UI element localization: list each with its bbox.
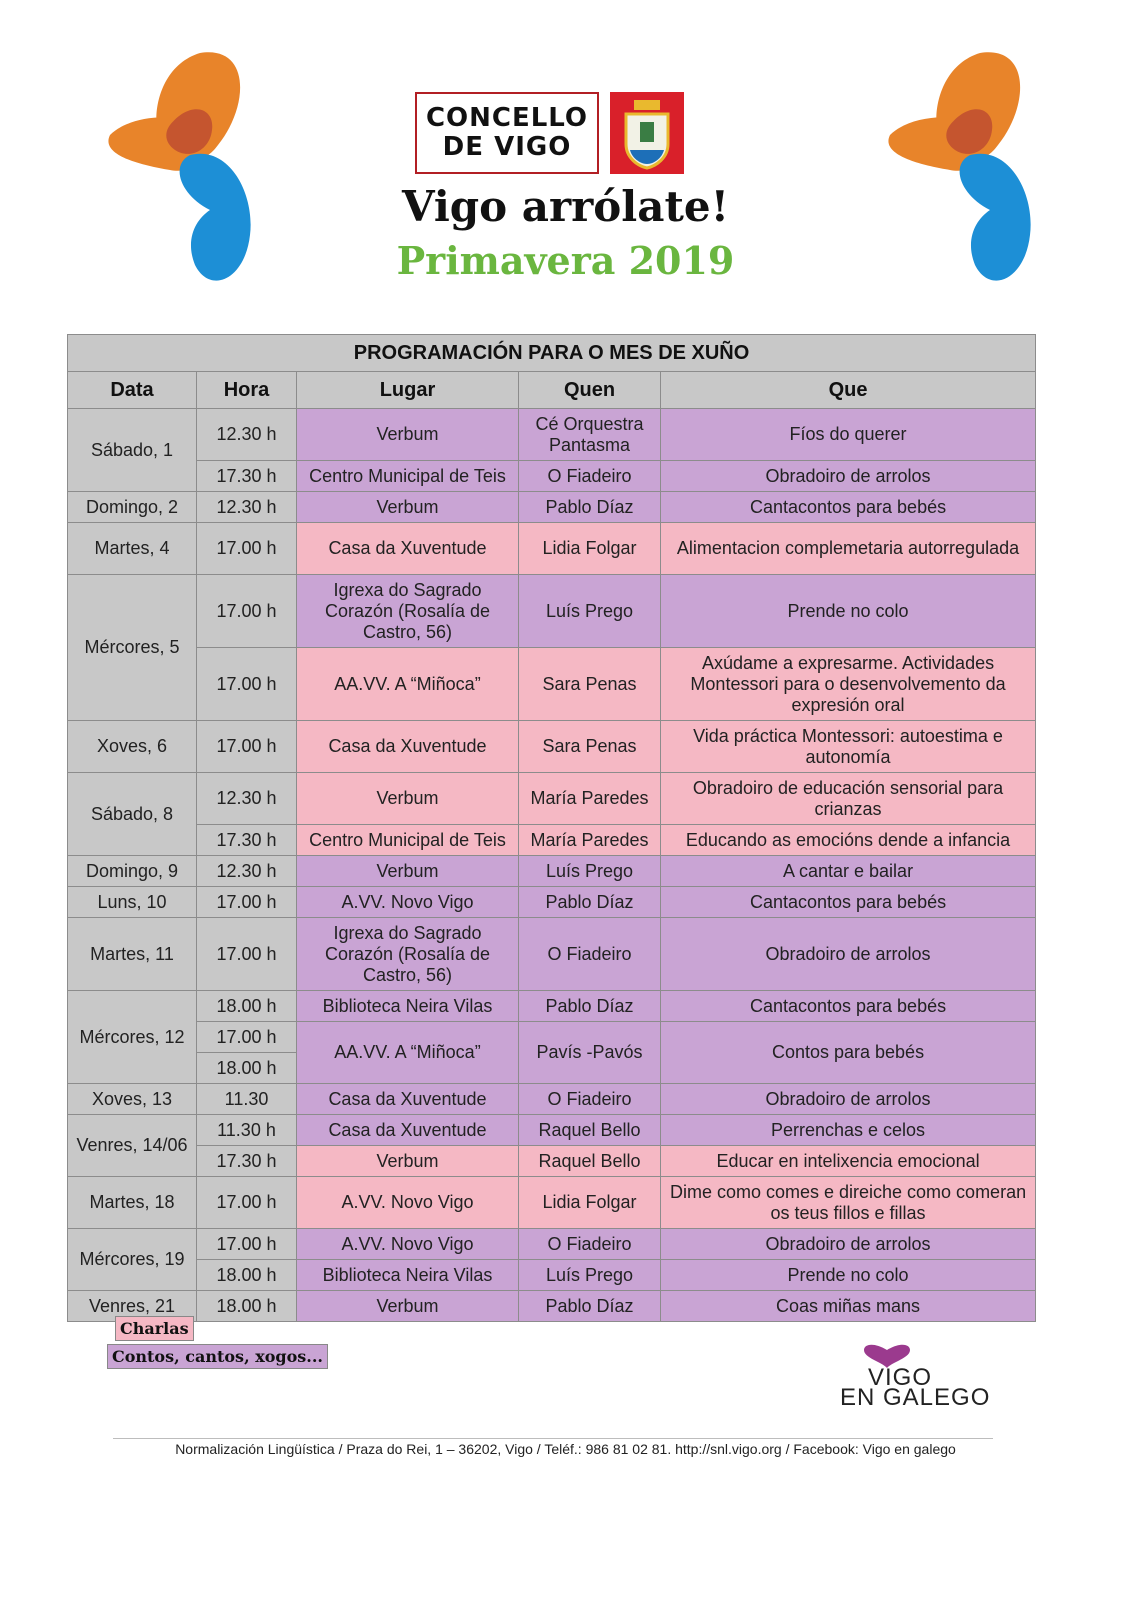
date-cell: Martes, 11: [68, 918, 197, 991]
place-cell: A.VV. Novo Vigo: [297, 1177, 519, 1229]
place-cell: Casa da Xuventude: [297, 1084, 519, 1115]
place-cell: Centro Municipal de Teis: [297, 825, 519, 856]
what-cell: Vida práctica Montessori: autoestima e autonomía: [661, 721, 1036, 773]
date-cell: Xoves, 6: [68, 721, 197, 773]
table-row: [68, 648, 1036, 721]
header-who: Quen: [519, 372, 661, 409]
who-cell: Cé Orquestra Pantasma: [519, 409, 661, 461]
table-row: [68, 773, 1036, 825]
date-cell: Luns, 10: [68, 887, 197, 918]
who-cell: Raquel Bello: [519, 1146, 661, 1177]
table-caption: PROGRAMACIÓN PARA O MES DE XUÑO: [68, 335, 1036, 372]
what-cell: A cantar e bailar: [661, 856, 1036, 887]
vigo-crest-icon: [610, 92, 684, 174]
date-cell: Xoves, 13: [68, 1084, 197, 1115]
what-cell: Prende no colo: [661, 575, 1036, 648]
time-cell: 17.00 h: [197, 1022, 297, 1053]
who-cell: Raquel Bello: [519, 1115, 661, 1146]
schedule-table: [67, 334, 1036, 1322]
time-cell: 18.00 h: [197, 991, 297, 1022]
table-row: [68, 1084, 1036, 1115]
header-place: Lugar: [297, 372, 519, 409]
date-cell: Venres, 14/06: [68, 1115, 197, 1177]
what-cell: Axúdame a expresarme. Actividades Montessori para o desenvolvemento da expresión oral: [661, 648, 1036, 721]
what-cell: Coas miñas mans: [661, 1291, 1036, 1322]
place-cell: Biblioteca Neira Vilas: [297, 1260, 519, 1291]
place-cell: Igrexa do Sagrado Corazón (Rosalía de Castro, 56): [297, 918, 519, 991]
place-cell: Verbum: [297, 409, 519, 461]
time-cell: 17.00 h: [197, 523, 297, 575]
place-cell: Verbum: [297, 492, 519, 523]
who-cell: Pablo Díaz: [519, 492, 661, 523]
date-cell: Domingo, 9: [68, 856, 197, 887]
what-cell: Cantacontos para bebés: [661, 887, 1036, 918]
table-row: [68, 523, 1036, 575]
who-cell: María Paredes: [519, 773, 661, 825]
header-time: Hora: [197, 372, 297, 409]
table-caption-row: [68, 335, 1036, 372]
what-cell: Educando as emocións dende a infancia: [661, 825, 1036, 856]
who-cell: Pablo Díaz: [519, 1291, 661, 1322]
table-row: [68, 918, 1036, 991]
table-row: [68, 887, 1036, 918]
what-cell: Dime como comes e direiche como comeran os teus fillos e fillas: [661, 1177, 1036, 1229]
place-cell: Verbum: [297, 1291, 519, 1322]
vigo-en-galego-line2: EN GALEGO: [840, 1384, 991, 1411]
legend-stories: Contos, cantos, xogos...: [107, 1344, 328, 1369]
who-cell: O Fiadeiro: [519, 1229, 661, 1260]
butterfly-left-icon: [100, 45, 260, 305]
what-cell: Perrenchas e celos: [661, 1115, 1036, 1146]
table-header-row: [68, 372, 1036, 409]
place-cell: Casa da Xuventude: [297, 721, 519, 773]
who-cell: O Fiadeiro: [519, 1084, 661, 1115]
place-cell: AA.VV. A “Miñoca”: [297, 648, 519, 721]
legend-talks: Charlas: [115, 1316, 194, 1341]
who-cell: Pavís -Pavós: [519, 1022, 661, 1084]
date-cell: Martes, 4: [68, 523, 197, 575]
header-what: Que: [661, 372, 1036, 409]
who-cell: O Fiadeiro: [519, 461, 661, 492]
table-row: [68, 721, 1036, 773]
what-cell: Obradoiro de arrolos: [661, 461, 1036, 492]
table-row: [68, 492, 1036, 523]
date-cell: Venres, 21: [68, 1291, 197, 1322]
time-cell: 17.00 h: [197, 918, 297, 991]
place-cell: AA.VV. A “Miñoca”: [297, 1022, 519, 1084]
page-subtitle: Primavera 2019: [396, 238, 735, 283]
time-cell: 17.00 h: [197, 887, 297, 918]
place-cell: Casa da Xuventude: [297, 523, 519, 575]
footer-text: Normalización Lingüística / Praza do Rei, 1 – 36202, Vigo / Teléf.: 986 81 02 81. http://snl.vigo.org / Facebook: Vigo en galego: [175, 1441, 956, 1457]
time-cell: 12.30 h: [197, 492, 297, 523]
who-cell: Luís Prego: [519, 575, 661, 648]
who-cell: Sara Penas: [519, 648, 661, 721]
what-cell: Obradoiro de educación sensorial para crianzas: [661, 773, 1036, 825]
time-cell: 17.00 h: [197, 1177, 297, 1229]
time-cell: 17.00 h: [197, 1229, 297, 1260]
time-cell: 17.30 h: [197, 1146, 297, 1177]
what-cell: Obradoiro de arrolos: [661, 1084, 1036, 1115]
what-cell: Fíos do querer: [661, 409, 1036, 461]
table-row: [68, 1229, 1036, 1260]
date-cell: Sábado, 1: [68, 409, 197, 492]
date-cell: Martes, 18: [68, 1177, 197, 1229]
who-cell: Luís Prego: [519, 856, 661, 887]
who-cell: María Paredes: [519, 825, 661, 856]
who-cell: Lidia Folgar: [519, 1177, 661, 1229]
place-cell: Casa da Xuventude: [297, 1115, 519, 1146]
page-title: Vigo arrólate!: [401, 182, 730, 231]
place-cell: Centro Municipal de Teis: [297, 461, 519, 492]
who-cell: Luís Prego: [519, 1260, 661, 1291]
time-cell: 17.00 h: [197, 575, 297, 648]
place-cell: Igrexa do Sagrado Corazón (Rosalía de Castro, 56): [297, 575, 519, 648]
time-cell: 17.30 h: [197, 825, 297, 856]
what-cell: Obradoiro de arrolos: [661, 1229, 1036, 1260]
date-cell: Mércores, 5: [68, 575, 197, 721]
date-cell: Mércores, 12: [68, 991, 197, 1084]
who-cell: Pablo Díaz: [519, 887, 661, 918]
date-cell: Mércores, 19: [68, 1229, 197, 1291]
table-row: [68, 991, 1036, 1022]
time-cell: 17.00 h: [197, 648, 297, 721]
vigo-en-galego-line1: VIGO: [868, 1364, 933, 1391]
table-row: [68, 1260, 1036, 1291]
time-cell: 12.30 h: [197, 773, 297, 825]
what-cell: Cantacontos para bebés: [661, 492, 1036, 523]
place-cell: Verbum: [297, 1146, 519, 1177]
header-date: Data: [68, 372, 197, 409]
what-cell: Contos para bebés: [661, 1022, 1036, 1084]
date-cell: Domingo, 2: [68, 492, 197, 523]
time-cell: 18.00 h: [197, 1291, 297, 1322]
time-cell: 18.00 h: [197, 1053, 297, 1084]
table-row: [68, 1291, 1036, 1322]
time-cell: 11.30: [197, 1084, 297, 1115]
time-cell: 18.00 h: [197, 1260, 297, 1291]
who-cell: Lidia Folgar: [519, 523, 661, 575]
table-row: [68, 461, 1036, 492]
what-cell: Alimentacion complemetaria autorregulada: [661, 523, 1036, 575]
table-row: [68, 1022, 1036, 1053]
what-cell: Obradoiro de arrolos: [661, 918, 1036, 991]
who-cell: O Fiadeiro: [519, 918, 661, 991]
place-cell: Verbum: [297, 856, 519, 887]
time-cell: 17.30 h: [197, 461, 297, 492]
what-cell: Prende no colo: [661, 1260, 1036, 1291]
butterfly-right-icon: [880, 45, 1040, 305]
who-cell: Sara Penas: [519, 721, 661, 773]
table-row: [68, 856, 1036, 887]
concello-logo: [415, 92, 599, 174]
place-cell: A.VV. Novo Vigo: [297, 1229, 519, 1260]
table-row: [68, 1146, 1036, 1177]
time-cell: 12.30 h: [197, 856, 297, 887]
logo-line-1: CONCELLO: [425, 103, 589, 133]
table-row: [68, 1115, 1036, 1146]
place-cell: Verbum: [297, 773, 519, 825]
table-row: [68, 1177, 1036, 1229]
place-cell: A.VV. Novo Vigo: [297, 887, 519, 918]
date-cell: Sábado, 8: [68, 773, 197, 856]
time-cell: 11.30 h: [197, 1115, 297, 1146]
table-row: [68, 825, 1036, 856]
what-cell: Educar en intelixencia emocional: [661, 1146, 1036, 1177]
time-cell: 17.00 h: [197, 721, 297, 773]
who-cell: Pablo Díaz: [519, 991, 661, 1022]
place-cell: Biblioteca Neira Vilas: [297, 991, 519, 1022]
time-cell: 12.30 h: [197, 409, 297, 461]
table-row: [68, 409, 1036, 461]
what-cell: Cantacontos para bebés: [661, 991, 1036, 1022]
table-row: [68, 575, 1036, 648]
vigo-en-galego-logo: [840, 1344, 1000, 1414]
footer-divider: [113, 1438, 993, 1439]
logo-line-2: DE VIGO: [442, 132, 572, 162]
